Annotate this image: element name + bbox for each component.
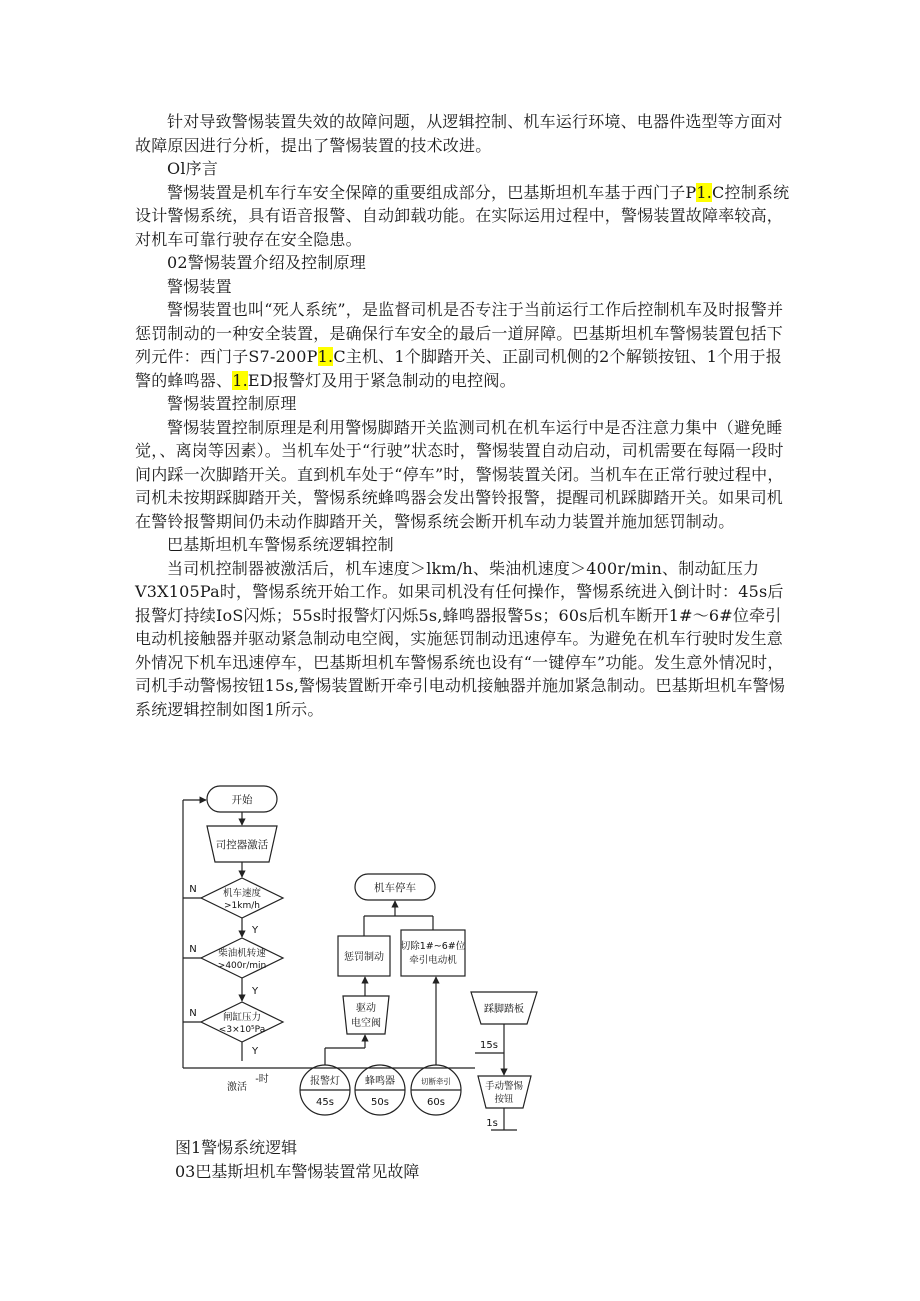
- yes-label: Y: [251, 1046, 259, 1057]
- penalty-label: 惩罚制动: [344, 952, 384, 963]
- start-label: 开始: [231, 794, 253, 806]
- alarm-lamp-label: 报警灯: [310, 1076, 340, 1087]
- speed-label-1: 机车速度: [222, 888, 262, 899]
- t60-label: 60s: [427, 1097, 445, 1108]
- t1-label: 1s: [486, 1118, 498, 1129]
- buzzer-label: 蜂鸣器: [365, 1076, 395, 1087]
- no-label: N: [189, 884, 197, 895]
- cut-motor-node: [401, 930, 465, 976]
- figure-caption: 图1警惕系统逻辑: [175, 1138, 298, 1157]
- highlight-mark: 1.: [317, 347, 334, 366]
- subsection-device-heading: 警惕装置: [167, 276, 232, 296]
- principle-paragraph: 警惕装置控制原理是利用警惕脚踏开关监测司机在机车运行中是否注意力集中（避免睡觉，、离岗等因素）。当机车处于“行驶”状态时，警惕装置自动启动，司机需要在每隔一段时间内踩一次脚踏开关。直到机车处于“停车”时，警惕装置关闭。当机车在正常行驶过程中，司机未按期踩脚踏开关，警惕系统蜂鸣器会发出警铃报警，提醒司机踩脚踏开关。如果司机在警铃报警期间仍未动作脚踏开关，警惕系统会断开机车动力装置并施加惩罚制动。: [135, 417, 784, 531]
- subsection-logic-heading: 巴基斯坦机车警惕系统逻辑控制: [167, 535, 394, 554]
- brake-label-1: 闸缸压力: [222, 1012, 262, 1023]
- intro-paragraph: 针对导致警惕装置失效的故障问题，从逻辑控制、机车运行环境、电器件选型等方面对故障原因进行分析，提出了警惕装置的技术改进。: [135, 112, 783, 155]
- logic-paragraph: 当司机控制器被激活后，机车速度＞lkm/h、柴油机速度＞400r/min、制动缸压力V3X105Pa时，警惕系统开始工作。如果司机没有任何操作，警惕系统进入倒计时：45s后报警灯持续IoS闪烁；55s时报警灯闪烁5s,蜂鸣器报警5s；60s后机车断开1#～6#位牵引电动机接触器并驱动紧急制动电空阀，实施惩罚制动迅速停车。为避免在机车行驶时发生意外情况下机车迅速停车，巴基斯坦机车警惕系统也设有“一键停车”功能。发生意外情况时，司机手动警惕按钮15s,警惕装置断开牵引电动机接触器并施加紧急制动。巴基斯坦机车警惕系统逻辑控制如图1所示。: [135, 558, 786, 719]
- subsection-principle-heading: 警惕装置控制原理: [167, 394, 297, 413]
- section-02-heading: 02警惕装置介绍及控制原理: [167, 253, 366, 272]
- engine-label-2: >400r/min: [217, 961, 267, 971]
- flowchart-svg: [175, 778, 555, 1140]
- section-01-heading: Ol序言: [167, 159, 219, 178]
- drive-label-1: 驱动: [356, 1003, 376, 1014]
- preface-paragraph: 警惕装置是机车行车安全保障的重要组成部分，巴基斯坦机车基于西门子P1.C控制系统设计警惕系统，具有语音报警、自动卸载功能。在实际运用过程中，警惕装置故障率较高，对机车可靠行驶存在安全隐患。: [135, 182, 790, 249]
- t45-label: 45s: [316, 1097, 334, 1108]
- t15-label: 15s: [480, 1040, 498, 1051]
- engine-label-1: 柴油机转速: [218, 948, 266, 959]
- drive-label-2: 电空阀: [351, 1018, 381, 1029]
- t50-label: 50s: [371, 1097, 389, 1108]
- device-paragraph: 警惕装置也叫“死人系统”，是监督司机是否专注于当前运行工作后控制机车及时报警并惩罚制动的一种安全装置，是确保行车安全的最后一道屏障。巴基斯坦机车警惕装置包括下列元件：西门子S7-200P1.C主机、1个脚踏开关、正副司机侧的2个解锁按钮、1个用于报警的蜂鸣器、1.ED报警灯及用于紧急制动的电控阀。: [135, 300, 784, 390]
- stop-label: 机车停车: [374, 882, 416, 894]
- no-label: N: [189, 944, 197, 955]
- no-label: N: [189, 1008, 197, 1019]
- driver-ctrl-label: 司控器激活: [215, 839, 269, 851]
- manual-label-1: 手动警惕: [484, 1081, 524, 1092]
- speed-label-2: >1km/h: [224, 901, 260, 911]
- activated-label: 激活: [227, 1082, 247, 1093]
- time-label: -时: [255, 1074, 269, 1085]
- yes-label: Y: [251, 986, 259, 997]
- cut-motor-label-2: 牵引电动机: [409, 955, 457, 966]
- manual-label-2: 按钮: [494, 1094, 514, 1105]
- brake-label-2: <3×10⁵Pa: [218, 1025, 266, 1035]
- cut-small-label: 切断牵引: [421, 1077, 451, 1086]
- highlight-mark: 1.: [696, 182, 713, 202]
- yes-label: Y: [251, 925, 259, 936]
- body-text-top: [135, 110, 795, 721]
- figure-logic-flowchart: [175, 778, 555, 1140]
- pedal-label: 踩脚踏板: [484, 1004, 524, 1015]
- cut-motor-label-1: 切除1#~6#位: [400, 941, 466, 952]
- section-03-heading: 03巴基斯坦机车警惕装置常见故障: [175, 1162, 420, 1181]
- highlight-mark: 1.: [232, 370, 248, 390]
